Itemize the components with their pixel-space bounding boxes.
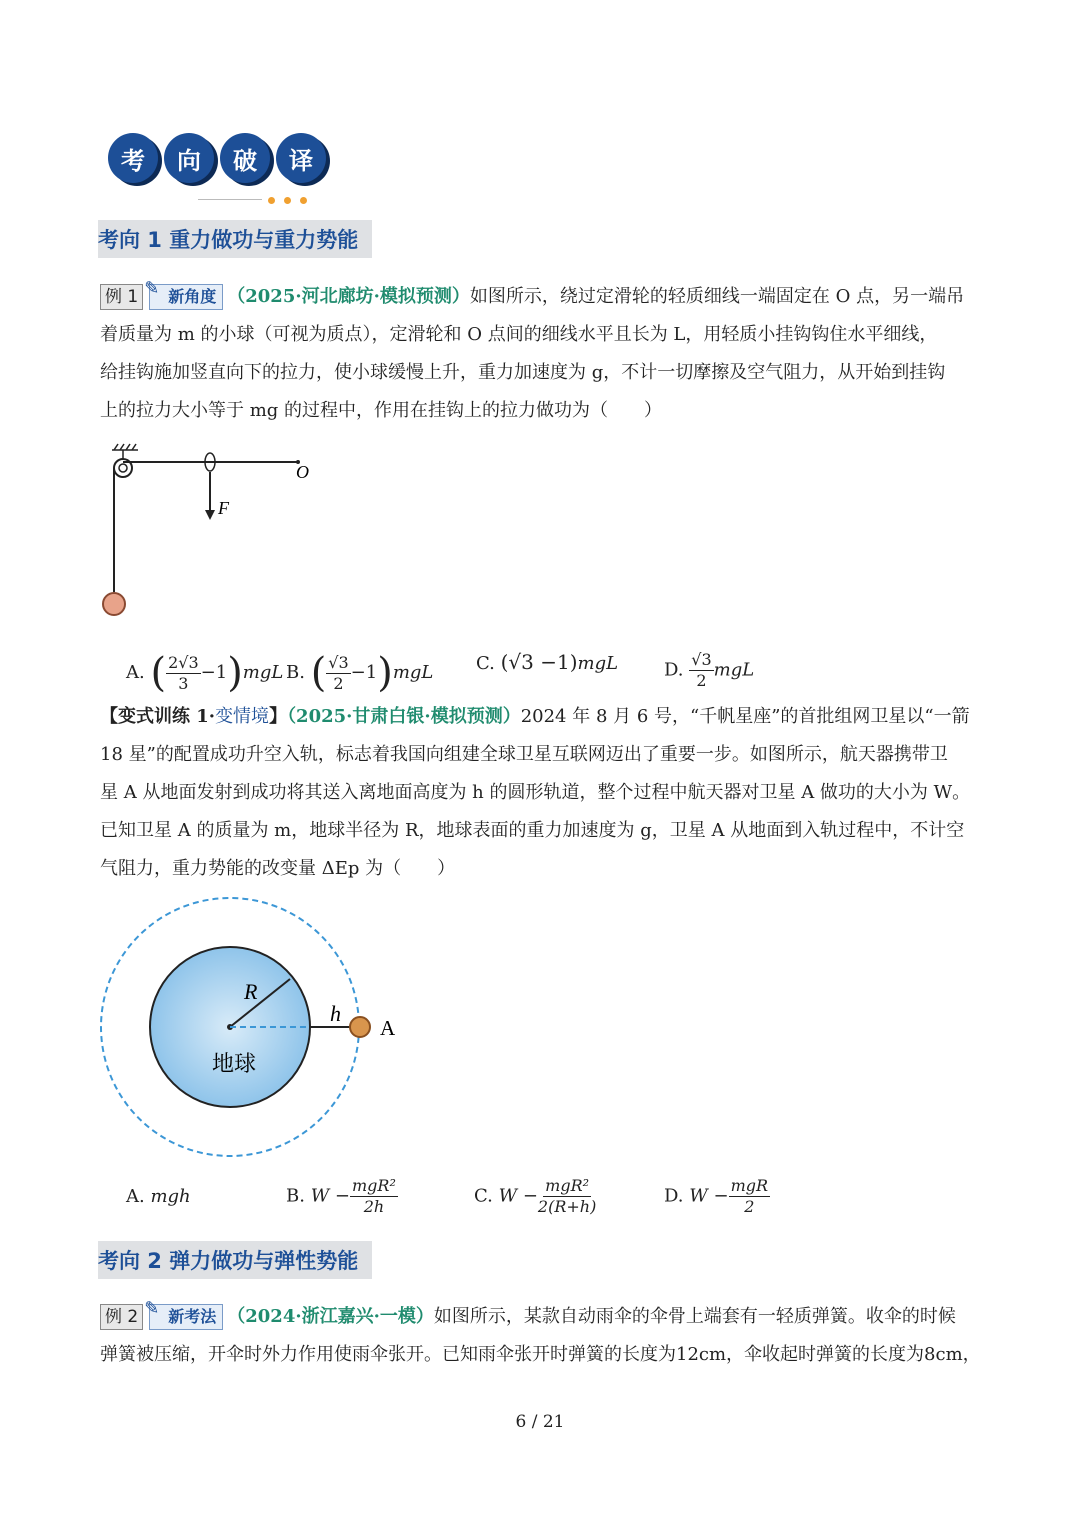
header-badges <box>108 133 348 185</box>
fraction: $\frac{\text{mgR²}}{2h}$ <box>352 1176 396 1216</box>
section-title-2: 考向 2 弹力做功与弹性势能 <box>98 1241 372 1279</box>
example-1-line-4: 上的拉力大小等于 mg 的过程中，作用在挂钩上的拉力做功为（ ） <box>100 400 663 421</box>
badge-yi: 译 <box>276 133 326 183</box>
new-angle-tag: ✎ 新角度 <box>149 284 223 310</box>
new-method-tag: ✎ 新考法 <box>149 1304 223 1330</box>
example-1-line-3: 给挂钩施加竖直向下的拉力，使小球缓慢上升，重力加速度为 g，不计一切摩擦及空气阻力，从开始到挂钩 <box>100 362 946 383</box>
fraction: $\frac{\text{mgR²}}{2(R+h)}$ <box>537 1176 597 1216</box>
page-number: 6 / 21 <box>515 1412 565 1432</box>
option-d[interactable]: D. W − $\frac{\text{mgR}}{2}$ <box>664 1176 769 1216</box>
pen-icon: ✎ <box>144 1298 160 1319</box>
label-h: h <box>330 1001 341 1026</box>
variant-1-line-1: 【变式训练 1·变情境】（2025·甘肃白银·模拟预测）2024 年 8 月 6 号，“千帆星座”的首批组网卫星以“一箭 <box>100 706 970 727</box>
example-label: 例 1 <box>100 284 143 310</box>
option-b[interactable]: B. ( $\frac{√3}{2}$ −1)mgL <box>286 650 434 696</box>
section-title-1: 考向 1 重力做功与重力势能 <box>98 220 372 258</box>
ball-icon <box>103 593 125 615</box>
example-2-line-1: 例 2 ✎ 新考法 （2024·浙江嘉兴·一模）如图所示，某款自动雨伞的伞骨上端套有一轻质弹簧。收伞的时候 <box>100 1298 990 1336</box>
variant-1-line-4: 已知卫星 A 的质量为 m，地球半径为 R，地球表面的重力加速度为 g，卫星 A 从地面到入轨过程中，不计空 <box>100 820 965 841</box>
dot-icon <box>284 197 291 204</box>
example-label: 例 2 <box>100 1304 143 1330</box>
label-earth: 地球 <box>212 1052 257 1077</box>
option-d[interactable]: D. $\frac{√3}{2}$ mgL <box>664 650 755 690</box>
fraction: $\frac{\text{mgR}}{2}$ <box>730 1176 769 1216</box>
fraction: $\frac{√3}{2}$ <box>691 650 712 690</box>
label-o: O <box>296 462 309 482</box>
label-r: R <box>244 979 258 1004</box>
variant-1-options <box>126 1172 826 1232</box>
pulley-diagram <box>98 440 338 620</box>
label-a: A <box>380 1016 396 1040</box>
pen-icon: ✎ <box>144 278 160 299</box>
variant-1-line-2: 18 星”的配置成功升空入轨，标志着我国向组建全球卫星互联网迈出了重要一步。如图所示，航天器携带卫 <box>100 744 948 765</box>
example-1-line-1: 例 1 ✎ 新角度 （2025·河北廊坊·模拟预测）如图所示，绕过定滑轮的轻质细线一端固定在 O 点，另一端吊 <box>100 278 990 316</box>
example-1-text <box>100 278 990 430</box>
badge-kao: 考 <box>108 133 158 183</box>
example-2-text <box>100 1298 990 1374</box>
satellite-icon <box>350 1017 370 1037</box>
option-a[interactable]: A. mgh <box>126 1186 191 1207</box>
example-2-line-2: 弹簧被压缩，开伞时外力作用使雨伞张开。已知雨伞张开时弹簧的长度为12cm，伞收起时弹簧的长度为8cm， <box>100 1344 981 1365</box>
example-1-options <box>126 636 826 696</box>
fraction: $\frac{2√3}{3}$ <box>168 652 199 693</box>
ceiling-hatch <box>112 444 138 460</box>
label-f: F <box>218 498 229 518</box>
header-divider <box>198 199 262 200</box>
dot-icon <box>268 197 275 204</box>
variant-1-line-5: 气阻力，重力势能的改变量 ΔEp 为（ ） <box>100 858 456 879</box>
option-b[interactable]: B. W − $\frac{\text{mgR²}}{2h}$ <box>286 1176 396 1216</box>
option-a[interactable]: A. ( $\frac{2√3}{3}$ −1)mgL <box>126 650 284 696</box>
variant-1-text <box>100 698 990 888</box>
example-1-line-2: 着质量为 m 的小球（可视为质点），定滑轮和 O 点间的细线水平且长为 L，用轻质小挂钩钩住水平细线， <box>100 324 938 345</box>
option-c[interactable]: C. (√3 −1)mgL <box>476 650 619 674</box>
badge-xiang: 向 <box>164 133 214 183</box>
earth-orbit-diagram <box>98 895 418 1165</box>
variant-1-line-3: 星 A 从地面发射到成功将其送入离地面高度为 h 的圆形轨道，整个过程中航天器对卫星 A 做功的大小为 W。 <box>100 782 971 803</box>
dot-icon <box>300 197 307 204</box>
option-c[interactable]: C. W − $\frac{\text{mgR²}}{2(R+h)}$ <box>474 1176 597 1216</box>
badge-po: 破 <box>220 133 270 183</box>
fraction: $\frac{√3}{2}$ <box>328 652 349 693</box>
